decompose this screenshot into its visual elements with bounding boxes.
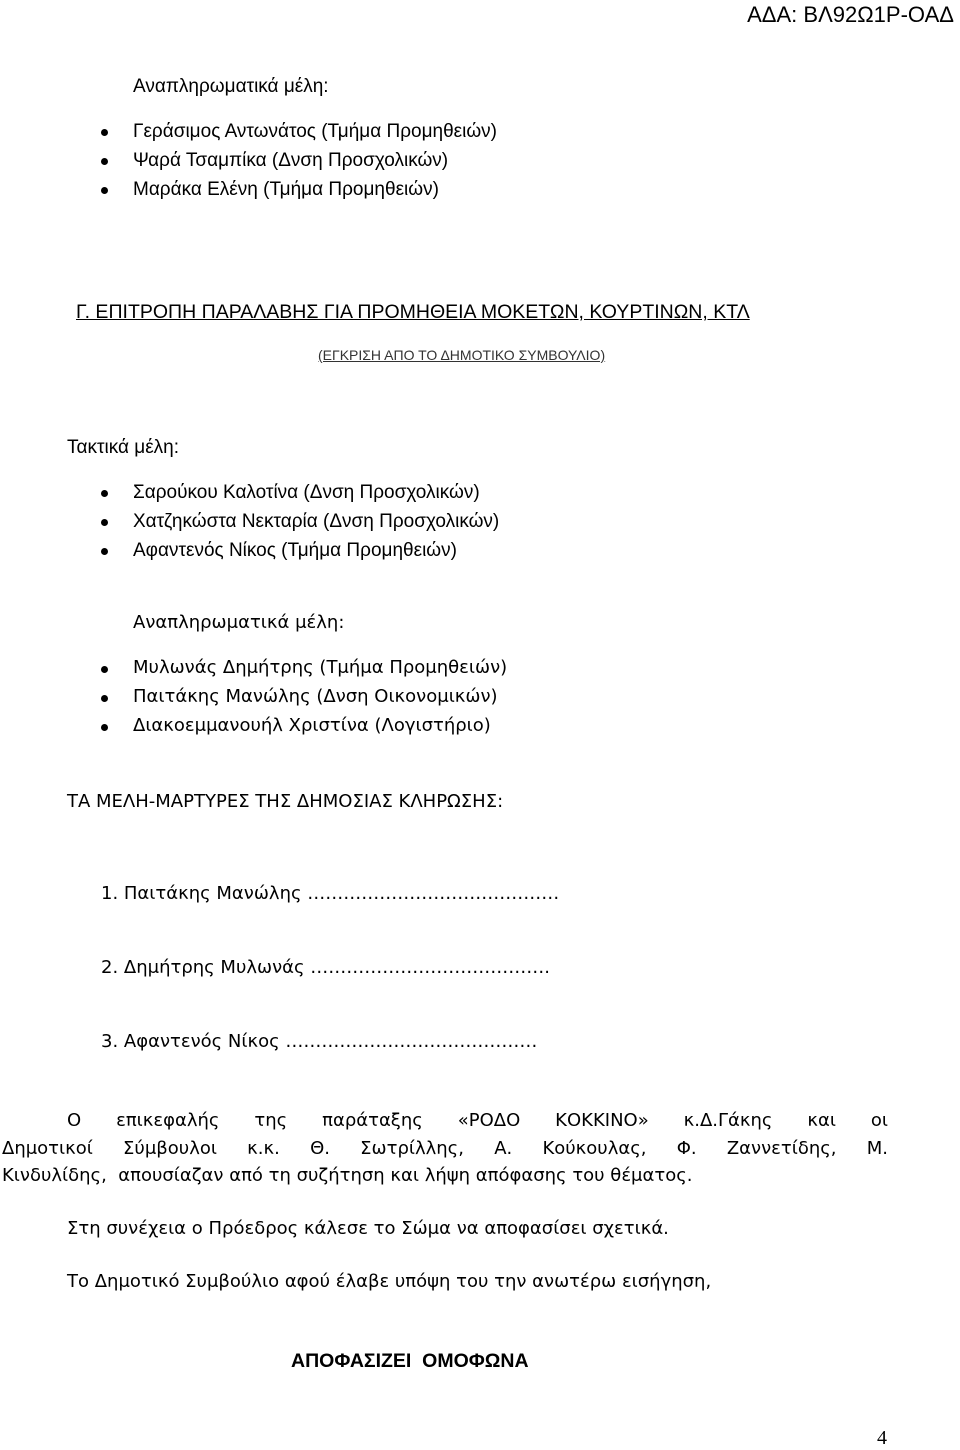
list-item: Γεράσιμος Αντωνάτος (Τμήμα Προμηθειών) [133, 121, 497, 142]
list-item: Μυλωνάς Δημήτρης (Τμήμα Προμηθειών) [133, 657, 508, 678]
bullet-icon [101, 695, 108, 702]
list-item: Σαρούκου Καλοτίνα (Δνση Προσχολικών) [133, 482, 480, 503]
list-item: Ψαρά Τσαμπίκα (Δνση Προσχολικών) [133, 150, 449, 171]
bullet-icon [101, 490, 108, 497]
bullet-icon [101, 548, 108, 555]
list-item: Διακοεμμανουήλ Χριστίνα (Λογιστήριο) [133, 715, 491, 736]
bullet-icon [101, 187, 108, 194]
council-paragraph: Το Δημοτικό Συμβούλιο αφού έλαβε υπόψη του την ανωτέρω εισήγηση, [67, 1271, 712, 1292]
absence-paragraph-line: Ο επικεφαλής της παράταξης «ΡΟΔΟ ΚΟΚΚΙΝΟ» κ.Δ.Γάκης και οι [67, 1110, 888, 1131]
bullet-icon [101, 158, 108, 165]
witness-item: 2. Δημήτρης Μυλωνάς …………………………………. [101, 957, 551, 978]
ada-code: ΑΔΑ: ΒΛ92Ω1Ρ-ΟΑΔ [747, 2, 954, 27]
substitutes-heading-1: Αναπληρωματικά μέλη: [133, 76, 329, 97]
bullet-icon [101, 724, 108, 731]
substitutes-heading-2: Αναπληρωματικά μέλη: [133, 612, 345, 633]
decision-heading: ΑΠΟΦΑΣΙΖΕΙ ΟΜΟΦΩΝΑ [291, 1350, 529, 1372]
summons-paragraph: Στη συνέχεια ο Πρόεδρος κάλεσε το Σώμα να αποφασίσει σχετικά. [67, 1218, 669, 1239]
witness-item: 3. Αφαντενός Νίκος …………………………………… [101, 1031, 538, 1052]
list-item: Παιτάκης Μανώλης (Δνση Οικονομικών) [133, 686, 498, 707]
bullet-icon [101, 519, 108, 526]
witnesses-heading: ΤΑ ΜΕΛΗ-ΜΑΡΤΥΡΕΣ ΤΗΣ ΔΗΜΟΣΙΑΣ ΚΛΗΡΩΣΗΣ: [67, 791, 504, 812]
page-number: 4 [877, 1427, 887, 1449]
committee-title: Γ. ΕΠΙΤΡΟΠΗ ΠΑΡΑΛΑΒΗΣ ΓΙΑ ΠΡΟΜΗΘΕΙΑ ΜΟΚΕΤΩΝ, ΚΟΥΡΤΙΝΩΝ, ΚΤΛ [76, 301, 750, 323]
regular-members-heading: Τακτικά μέλη: [67, 437, 180, 458]
list-item: Αφαντενός Νίκος (Τμήμα Προμηθειών) [133, 540, 457, 561]
list-item: Χατζηκώστα Νεκταρία (Δνση Προσχολικών) [133, 511, 500, 532]
absence-paragraph-line: Δημοτικοί Σύμβουλοι κ.κ. Θ. Σωτρίλλης, Α. Κούκουλας, Φ. Ζαννετίδης, Μ. [2, 1138, 888, 1159]
committee-subtitle: (ΕΓΚΡΙΣΗ ΑΠΟ ΤΟ ΔΗΜΟΤΙΚΟ ΣΥΜΒΟΥΛΙΟ) [318, 347, 606, 363]
list-item: Μαράκα Ελένη (Τμήμα Προμηθειών) [133, 179, 439, 200]
witness-item: 1. Παιτάκης Μανώλης …………………………………… [101, 883, 560, 904]
bullet-icon [101, 666, 108, 673]
bullet-icon [101, 129, 108, 136]
absence-paragraph-line: Κινδυλίδης, απουσίαζαν από τη συζήτηση και λήψη απόφασης του θέματος. [2, 1165, 693, 1186]
